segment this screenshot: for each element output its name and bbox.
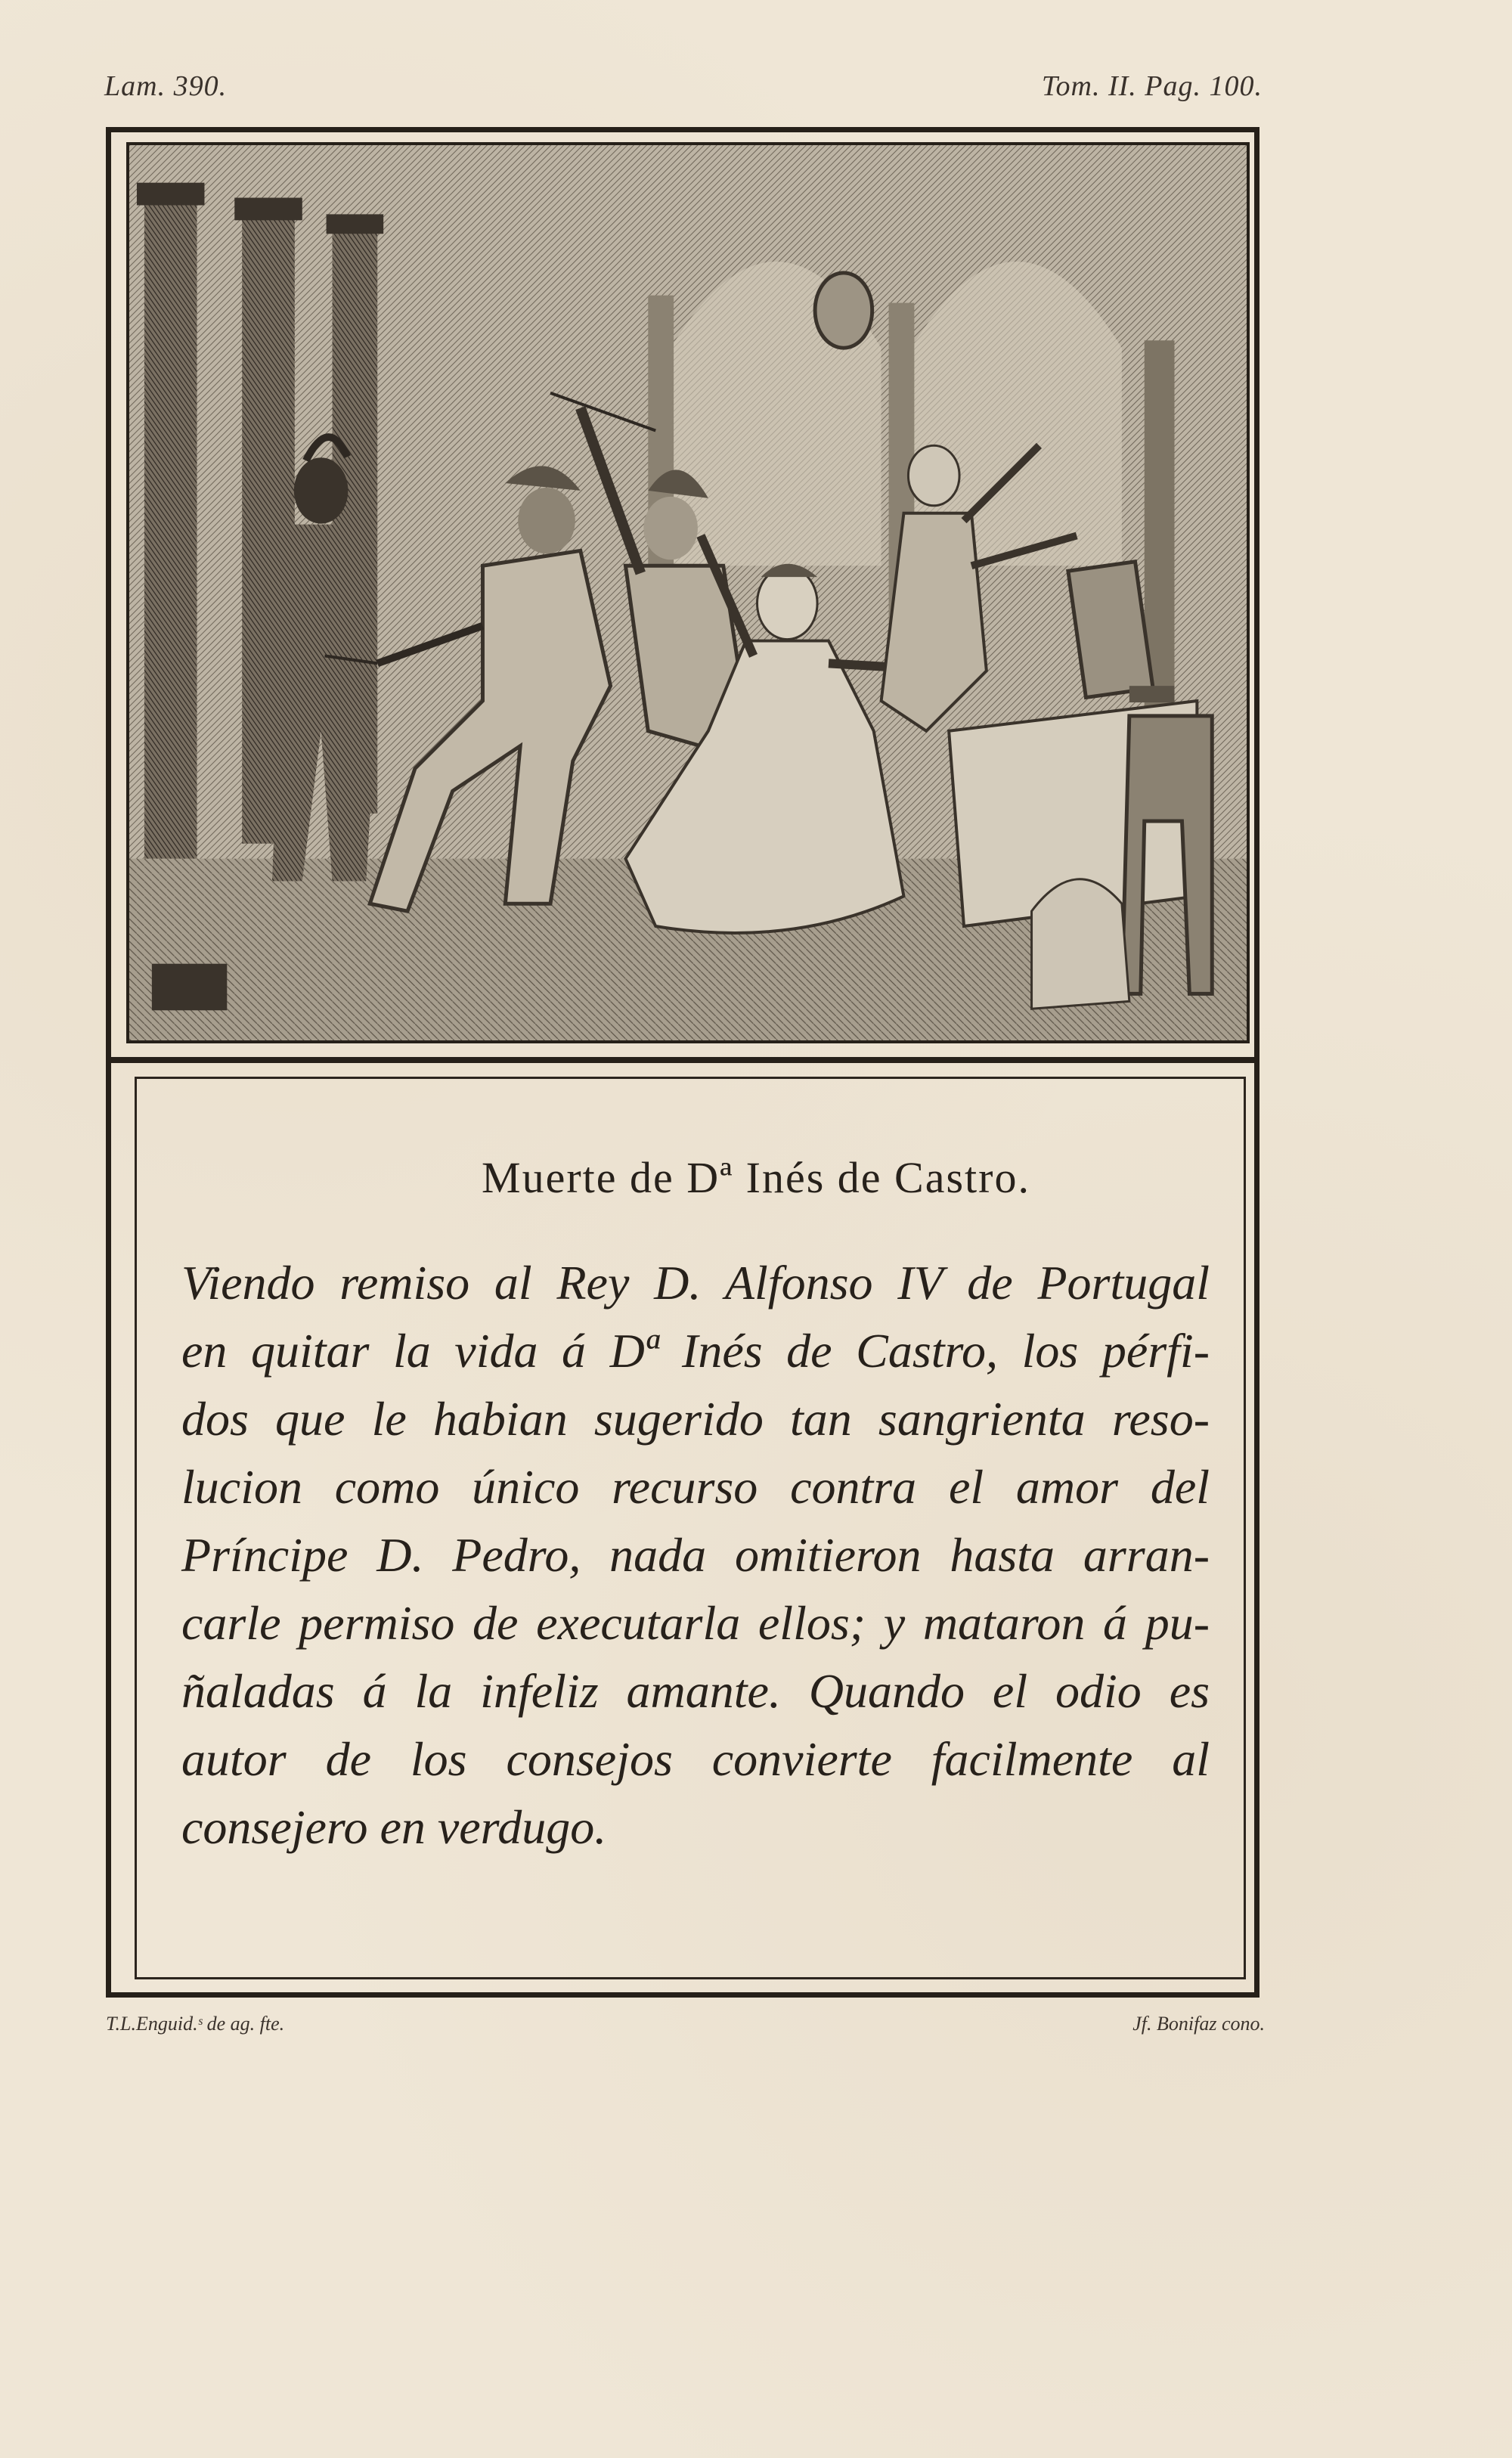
caption-line: en quitar la vida á Dª Inés de Castro, los pérfi- <box>181 1324 1210 1378</box>
caption-line: autor de los consejos convierte facilmente al <box>181 1732 1210 1786</box>
designer-credit: Jf. Bonifaz cono. <box>1132 2013 1265 2035</box>
floor-chest <box>152 964 227 1011</box>
engraver-credit: T.L.Enguid.ˢ de ag. fte. <box>106 2013 285 2035</box>
volume-page-reference: Tom. II. Pag. 100. <box>1041 70 1263 102</box>
caption-line: dos que le habian sugerido tan sangrienta reso- <box>181 1392 1210 1446</box>
caption-line: Príncipe D. Pedro, nada omitieron hasta arran- <box>181 1528 1210 1582</box>
caption-line: lucion como único recurso contra el amor del <box>181 1460 1210 1514</box>
caption-line: Viendo remiso al Rey D. Alfonso IV de Portugal <box>181 1256 1210 1310</box>
engraving-illustration <box>126 142 1250 1043</box>
caption-title: Muerte de Dª Inés de Castro. <box>482 1153 1030 1202</box>
caption-text <box>181 1249 1210 1861</box>
engraving-scene <box>129 145 1247 1040</box>
caption-line: carle permiso de executarla ellos; y mataron á pu- <box>181 1596 1210 1650</box>
plate-divider <box>106 1057 1259 1063</box>
plate-number: Lam. 390. <box>104 70 228 102</box>
wall-medallion <box>815 273 872 348</box>
caption-line: ñaladas á la infeliz amante. Quando el odio es <box>181 1664 1210 1718</box>
caption-line: consejero en verdugo. <box>181 1800 607 1854</box>
